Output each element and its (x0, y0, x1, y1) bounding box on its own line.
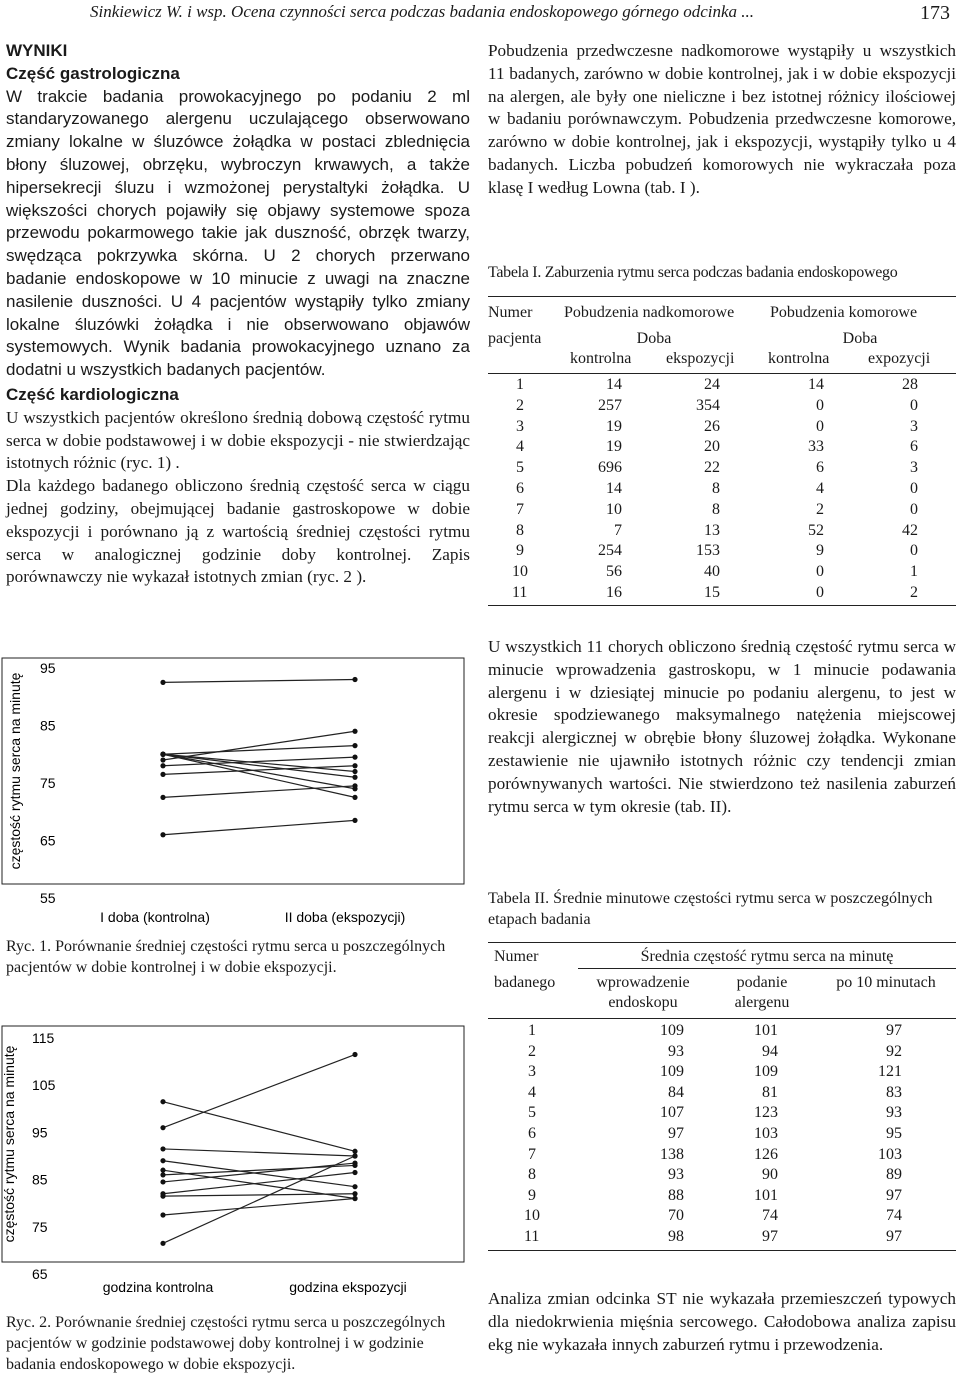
table2-cell-value: 121 (878, 1063, 902, 1081)
table2-cell-patient: 3 (528, 1063, 536, 1081)
table1-cell-patient: 4 (516, 438, 524, 456)
data-point-exposure (352, 769, 357, 774)
table2-cell-patient: 4 (528, 1083, 536, 1101)
y-tick-label: 75 (40, 775, 56, 791)
table1-cell-patient: 2 (516, 396, 524, 414)
table1-cell-value: 16 (606, 584, 622, 601)
table1-cell-value: 52 (808, 521, 824, 539)
cardio-paragraph-2: Dla każdego badanego obliczono średnią częstość serca w ciągu jednej godziny, obejmującej badanie gastroskopowe w dobie ekspozycji i porównano ją z wartością średniej częstości rytmu serca w analogicznej godzinie doby kontrolnej. Zapis porównawczy nie wykazał istotnych zmian (ryc. 2 ). (6, 476, 470, 587)
table2-caption: Tabela II. Średnie minutowe częstości rytmu serca w poszczególnych etapach badania (488, 890, 933, 928)
right-column (488, 40, 956, 200)
data-point-exposure (352, 1149, 357, 1154)
y-tick-label: 95 (32, 1124, 48, 1141)
table1-cell-value: 14 (606, 376, 622, 393)
table1-cell-value: 56 (606, 563, 622, 581)
cardio-heading: Część kardiologiczna (6, 384, 179, 404)
data-point-exposure (352, 1170, 357, 1175)
right-column-bottom (488, 1288, 956, 1356)
table1-cell-value: 15 (704, 584, 720, 601)
table1-cell-value: 8 (712, 480, 720, 497)
data-point-control (160, 1168, 165, 1173)
figure-1 (0, 656, 470, 932)
series-line (163, 1149, 355, 1156)
page-number: 173 (920, 2, 950, 24)
table1-cell-value: 14 (606, 480, 622, 497)
minute-rate-paragraph: U wszystkich 11 chorych obliczono średnią częstość rytmu serca w minucie wprowadzenia gastroskopu, w 1 minucie podawania alergenu i w dziesiątej minucie po podaniu alergenu, to jest w okresie spodziewanego maksymalnego natężenia miejscowej reakcji alergicznej w obrębie błony śluzowej żołądka. Wykonane zestawienie nie ujawniło istotnych różnic czy tendencji zmian porównywanych wartości. Nie stwierdzono też nasilenia zaburzeń rytmu serca w tym okresie (tab. II). (488, 637, 956, 816)
data-point-control (160, 1194, 165, 1199)
figure-1-plot (0, 656, 470, 932)
series-line (163, 1055, 355, 1128)
y-tick-label: 85 (32, 1171, 48, 1188)
data-point-exposure (352, 1153, 357, 1158)
data-point-control (160, 1158, 165, 1163)
x-category-label: godzina ekspozycji (289, 1279, 407, 1295)
table1-cell-value: 20 (704, 438, 720, 456)
table1-cell-patient: 10 (512, 563, 528, 581)
table1-cell-value: 14 (808, 376, 824, 393)
table1-cell-value: 9 (816, 542, 824, 560)
table2-cell-value: 109 (660, 1063, 684, 1081)
table2-header-wprowadzenie: wprowadzenie (596, 974, 690, 991)
series-line (163, 731, 355, 760)
table2-cell-value: 89 (886, 1166, 902, 1184)
table1-header-kontrolna-2: kontrolna (768, 350, 830, 367)
table2-header-srednia: Średnia częstość rytmu serca na minutę (640, 948, 894, 965)
data-point-control (160, 832, 165, 837)
extrasystole-paragraph: Pobudzenia przedwczesne nadkomorowe wystąpiły u wszystkich 11 badanych, zarówno w dobie kontrolnej, jak i w dobie ekspozycji na alergen, ale były one nieliczne i bez istotnej różnicy ilościowej w badaniu porównawczym. Pobudzenia przedwczesne komorowe, zarówno w dobie kontrolnej, jak i ekspozycji, wystąpiły tylko u 4 badanych. Liczba pobudzeń komorowych nie wykraczała poza klasę I według Lowna (tab. I ). (488, 41, 956, 197)
table2-cell-value: 81 (762, 1083, 778, 1101)
table1-cell-value: 1 (910, 563, 918, 581)
table2-cell-value: 84 (668, 1083, 684, 1101)
table1-cell-patient: 5 (516, 459, 524, 477)
table2-cell-value: 109 (754, 1063, 778, 1081)
table2-cell-value: 138 (660, 1145, 684, 1163)
series-line (163, 1102, 355, 1152)
table1-cell-value: 4 (816, 480, 824, 497)
table1-cell-patient: 8 (516, 521, 524, 539)
x-category-label: II doba (ekspozycji) (284, 909, 406, 925)
table1-top-rule (488, 296, 956, 297)
data-point-control (160, 1099, 165, 1104)
y-tick-label: 65 (40, 832, 56, 849)
table1-cell-value: 6 (910, 438, 918, 456)
series-line (163, 754, 355, 777)
table2-header-numer: Numer (494, 948, 539, 965)
table2-cell-value: 95 (886, 1125, 902, 1142)
table2-top-rule (488, 942, 956, 943)
table1-cell-value: 2 (816, 500, 824, 518)
series-line (163, 680, 355, 683)
table1-caption: Tabela I. Zaburzenia rytmu serca podczas badania endoskopowego (488, 264, 898, 281)
data-point-exposure (352, 763, 357, 768)
figure-2 (0, 1024, 470, 1304)
table1-cell-value: 0 (910, 500, 918, 518)
table1-cell-value: 19 (606, 438, 622, 456)
running-head-title: Sinkiewicz W. i wsp. Ocena czynności serca podczas badania endoskopowego górnego odcinka ... (90, 2, 755, 21)
table2-cell-value: 101 (754, 1022, 778, 1039)
table2-cell-patient: 8 (528, 1166, 536, 1184)
table1-bottom-rule (488, 605, 956, 606)
table1-cell-value: 22 (704, 459, 720, 477)
table2-cell-value: 97 (886, 1186, 902, 1204)
y-tick-label: 55 (40, 890, 56, 906)
table2-cell-value: 103 (878, 1145, 902, 1163)
table2-cell-value: 97 (762, 1228, 778, 1245)
series-line (163, 1194, 355, 1196)
table1-header-doba-1: Doba (636, 330, 672, 347)
series-line (163, 1198, 355, 1215)
table2-cell-value: 83 (886, 1083, 902, 1101)
results-heading: WYNIKI (6, 41, 68, 60)
data-point-exposure (352, 743, 357, 748)
table2-cell-value: 101 (754, 1186, 778, 1204)
table1-cell-patient: 11 (512, 584, 528, 601)
table2-subheader-rule (578, 968, 956, 969)
table1-cell-value: 2 (910, 584, 918, 601)
series-line (163, 786, 355, 798)
table1-header-expozycji: expozycji (868, 350, 931, 367)
data-point-control (160, 680, 165, 685)
table1-header-numer: Numer (488, 304, 533, 321)
table1-cell-value: 0 (910, 542, 918, 560)
left-column (6, 40, 470, 589)
table2-cell-patient: 2 (528, 1042, 536, 1060)
gastro-heading: Część gastrologiczna (6, 63, 180, 83)
y-tick-label: 65 (32, 1266, 48, 1282)
plot-frame (2, 1026, 464, 1262)
data-point-exposure (352, 1196, 357, 1201)
y-tick-label: 85 (40, 717, 56, 734)
data-point-exposure (352, 1160, 357, 1165)
series-line (163, 754, 355, 797)
gastro-paragraph: W trakcie badania prowokacyjnego po podaniu 2 ml standaryzowanego alergenu uczulającego obserwowano zmiany lokalne w śluzówce żołądka w postaci zblednięcia błony śluzowej, obrzęku, wybroczyn krwawych, a także hipersekrecji śluzu i wzmożonej perystaltyki żołądka. U większości chorych pojawiły się objawy systemowe spoza przewodu pokarmowego takie jak duszność, obrzęk twarzy, swędząca pokrzywka skórna. U 2 chorych przerwano badanie endoskopowe w 10 minucie z uwagi na znaczne nasilenie duszności. U 4 pacjentów wystąpiły tylko zmiany lokalne śluzówki żołądka i nie obserwowano objawów systemowych. Wynik badania prowokacyjnego uznano za dodatni u wszystkich badanych pacjentów. (6, 86, 470, 380)
y-tick-label: 105 (32, 1077, 56, 1094)
table1-cell-patient: 1 (516, 376, 524, 393)
table1-cell-value: 696 (598, 459, 622, 477)
data-point-control (160, 752, 165, 757)
table1-cell-value: 153 (696, 542, 720, 560)
data-point-exposure (352, 783, 357, 788)
series-line (163, 746, 355, 755)
table1-cell-patient: 6 (516, 480, 524, 497)
table2-cell-value: 123 (754, 1104, 778, 1122)
data-point-exposure (352, 677, 357, 682)
table2-cell-patient: 7 (528, 1145, 536, 1163)
table2-cell-value: 88 (668, 1186, 684, 1204)
table1-cell-value: 6 (816, 459, 824, 477)
table1-cell-value: 354 (696, 396, 720, 414)
table1 (488, 296, 956, 606)
data-point-control (160, 1125, 165, 1130)
data-point-exposure (352, 795, 357, 800)
table2-header-po10: po 10 minutach (836, 974, 936, 991)
series-line (163, 766, 355, 775)
data-point-exposure (352, 729, 357, 734)
table1-cell-patient: 9 (516, 542, 524, 560)
table2-cell-value: 94 (762, 1042, 778, 1060)
table1-cell-value: 8 (712, 500, 720, 518)
table1-cell-value: 0 (910, 396, 918, 414)
table2-cell-value: 93 (668, 1042, 684, 1060)
data-point-control (160, 1146, 165, 1151)
series-line (163, 1163, 355, 1182)
y-axis-label: częstość rytmu serca na minutę (7, 672, 23, 870)
figure-1-caption: Ryc. 1. Porównanie średniej częstości rytmu serca u poszczególnych pacjentów w dobie kontrolnej i w dobie ekspozycji. (6, 938, 446, 976)
table1-cell-patient: 7 (516, 500, 524, 518)
data-point-exposure (352, 775, 357, 780)
data-point-exposure (352, 755, 357, 760)
table1-cell-value: 19 (606, 417, 622, 435)
table2-cell-value: 93 (668, 1166, 684, 1184)
table2-cell-value: 93 (886, 1104, 902, 1122)
table1-header-pacjenta: pacjenta (488, 330, 542, 347)
table2-cell-value: 90 (762, 1166, 778, 1184)
right-column-mid (488, 636, 956, 818)
series-line (163, 1156, 355, 1243)
data-point-control (160, 1179, 165, 1184)
table1-header-rule (488, 373, 956, 374)
table1-cell-value: 33 (808, 438, 824, 456)
table1-header-doba-2: Doba (842, 330, 878, 347)
y-tick-label: 115 (32, 1030, 55, 1046)
table1-cell-value: 40 (704, 563, 720, 581)
table1-cell-value: 7 (614, 521, 622, 539)
table1-cell-value: 13 (704, 521, 720, 539)
data-point-control (160, 763, 165, 768)
cardio-paragraph-1: U wszystkich pacjentów określono średnią dobową częstość rytmu serca w dobie podstawowej i w dobie ekspozycji - nie stwierdzając istotnych różnic (ryc. 1) . (6, 407, 470, 473)
data-point-control (160, 1241, 165, 1246)
x-category-label: godzina kontrolna (102, 1279, 214, 1295)
data-point-control (160, 772, 165, 777)
data-point-exposure (352, 1184, 357, 1189)
table2-cell-value: 107 (660, 1104, 684, 1122)
table1-cell-value: 42 (902, 521, 918, 539)
table2-cell-patient: 1 (528, 1022, 536, 1039)
data-point-control (160, 1172, 165, 1177)
series-line (163, 820, 355, 834)
table2-cell-patient: 9 (528, 1186, 536, 1204)
series-line (163, 754, 355, 771)
y-axis-label: częstość rytmu serca na minutę (1, 1045, 17, 1243)
table2 (488, 942, 956, 1252)
table1-header-komorowe: Pobudzenia komorowe (770, 304, 918, 321)
series-line (163, 757, 355, 766)
data-point-control (160, 795, 165, 800)
table2-cell-patient: 10 (524, 1207, 540, 1225)
table2-cell-patient: 11 (524, 1228, 540, 1245)
table2-header-rule (488, 1018, 956, 1019)
table1-header-nadkomorowe: Pobudzenia nadkomorowe (564, 304, 735, 321)
table1-cell-value: 28 (902, 376, 918, 393)
series-line (163, 754, 355, 789)
y-tick-label: 95 (40, 660, 56, 676)
data-point-exposure (352, 1191, 357, 1196)
y-tick-label: 75 (32, 1218, 48, 1235)
table2-cell-patient: 5 (528, 1104, 536, 1122)
figure-2-plot (0, 1024, 470, 1304)
table2-cell-value: 98 (668, 1228, 684, 1245)
data-point-control (160, 1212, 165, 1217)
data-point-control (160, 757, 165, 762)
table1-cell-value: 0 (910, 480, 918, 497)
table1-cell-value: 0 (816, 417, 824, 435)
table1-cell-value: 0 (816, 396, 824, 414)
table1-cell-value: 0 (816, 584, 824, 601)
table1-cell-value: 10 (606, 500, 622, 518)
st-analysis-paragraph: Analiza zmian odcinka ST nie wykazała przemieszczeń typowych dla niedokrwienia mięśnia sercowego. Całodobowa analiza zapisu ekg nie wykazała innych zaburzeń rytmu i przewodzenia. (488, 1289, 956, 1354)
table2-header-endoskopu: endoskopu (608, 994, 678, 1011)
table2-cell-value: 109 (660, 1022, 684, 1039)
table1-cell-patient: 3 (516, 417, 524, 435)
table1-cell-value: 254 (598, 542, 622, 560)
table1-cell-value: 3 (910, 417, 918, 435)
table1-cell-value: 26 (704, 417, 720, 435)
table2-cell-value: 103 (754, 1125, 778, 1142)
data-point-exposure (352, 1052, 357, 1057)
table2-header-alergenu: alergenu (734, 994, 790, 1011)
table1-header-kontrolna-1: kontrolna (570, 350, 632, 367)
table2-cell-value: 74 (886, 1207, 902, 1225)
table2-header-badanego: badanego (494, 974, 556, 991)
table2-cell-value: 97 (886, 1228, 902, 1245)
table2-cell-value: 126 (754, 1145, 778, 1163)
table1-header-ekspozycji: ekspozycji (666, 350, 735, 367)
x-category-label: I doba (kontrolna) (100, 909, 210, 925)
data-point-exposure (352, 818, 357, 823)
table2-cell-value: 97 (886, 1022, 902, 1039)
table2-cell-value: 74 (762, 1207, 778, 1225)
table2-header-podanie: podanie (736, 974, 788, 991)
table2-cell-value: 97 (668, 1125, 684, 1142)
running-header (90, 0, 950, 26)
table2-cell-value: 70 (668, 1207, 684, 1225)
table2-bottom-rule (488, 1250, 956, 1251)
table1-cell-value: 257 (598, 396, 622, 414)
table1-cell-value: 24 (704, 376, 720, 393)
table1-cell-value: 3 (910, 459, 918, 477)
table2-cell-patient: 6 (528, 1125, 536, 1142)
figure-2-caption: Ryc. 2. Porównanie średniej częstości rytmu serca u poszczególnych pacjentów w godzinie podstawowej doby kontrolnej i w godzinie badania endoskopowego w dobie ekspozycji. (6, 1314, 446, 1373)
table1-cell-value: 0 (816, 563, 824, 581)
table2-cell-value: 92 (886, 1042, 902, 1060)
